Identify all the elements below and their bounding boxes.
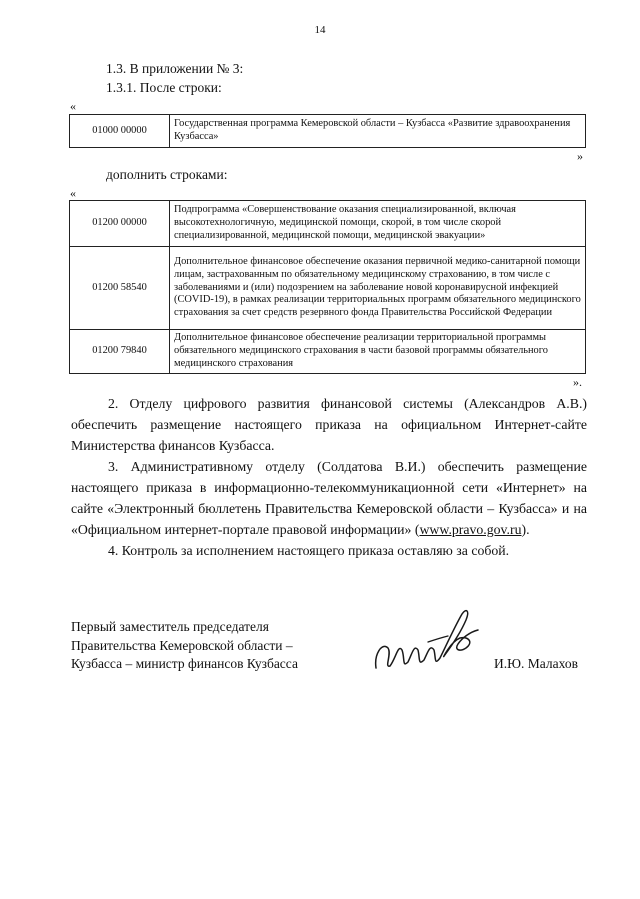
signatory-title: Первый заместитель председателя Правительства Кемеровской области – Кузбасса – министр финансов Кузбасса <box>71 619 298 671</box>
row-text: Дополнительное финансовое обеспечение реализации территориальной программы обязательного медицинского страхования в части базовой программы обязательного медицинского страхования <box>170 330 586 374</box>
open-quote-2: « <box>70 186 76 200</box>
row-text: Дополнительное финансовое обеспечение оказания первичной медико-санитарной помощи лицам, застрахованным по обязательному медицинскому страхованию, в том числе с заболеваниями и (или) подозрением на заболевание новой коронавирусной инфекцией (COVID-19), в рамках реализации территориальных программ обязательного медицинского страхования за счет средств резервного фонда Правительства Российской Федерации <box>170 247 586 330</box>
row-code: 01200 58540 <box>70 247 170 330</box>
row-text: Государственная программа Кемеровской области – Кузбасса «Развитие здравоохранения Кузбасса» <box>170 115 586 148</box>
pravo-link[interactable]: www.pravo.gov.ru <box>419 522 522 537</box>
close-quote-2: ». <box>573 375 582 389</box>
table-before <box>69 114 586 148</box>
close-quote-1: » <box>577 149 583 163</box>
table-row <box>70 201 586 247</box>
table-row <box>70 115 586 148</box>
row-text: Подпрограмма «Совершенствование оказания специализированной, включая высокотехнологичную, медицинской помощи, скорой, в том числе скорой специализированной, медицинской помощи, медицинской эвакуации» <box>170 201 586 247</box>
paragraph-4: 4. Контроль за исполнением настоящего приказа оставляю за собой. <box>108 543 510 558</box>
signatory-name: И.Ю. Малахов <box>494 656 578 671</box>
paragraph-3: 3. Административному отделу (Солдатова В.И.) обеспечить размещение настоящего приказа в информационно-телекоммуникационной сети «Интернет» на сайте «Электронный бюллетень Правительства Кемеровской области – Кузбасса» и на «Официальном интернет-портале правовой информации» (www.pravo.gov.ru). <box>71 459 587 537</box>
handwritten-signature <box>370 598 490 676</box>
paragraph-2: 2. Отделу цифрового развития финансовой системы (Александров А.В.) обеспечить размещение настоящего приказа на официальном Интернет-сайте Министерства финансов Кузбасса. <box>71 396 587 453</box>
item-1-3-1: 1.3.1. После строки: <box>106 80 222 95</box>
row-code: 01000 00000 <box>70 115 170 148</box>
row-code: 01200 79840 <box>70 330 170 374</box>
row-code: 01200 00000 <box>70 201 170 247</box>
page-number: 14 <box>314 24 326 36</box>
table-added <box>69 200 586 374</box>
add-rows-label: дополнить строками: <box>106 167 228 182</box>
open-quote-1: « <box>70 99 76 113</box>
item-1-3: 1.3. В приложении № 3: <box>106 61 244 76</box>
table-row <box>70 247 586 330</box>
table-row <box>70 330 586 374</box>
